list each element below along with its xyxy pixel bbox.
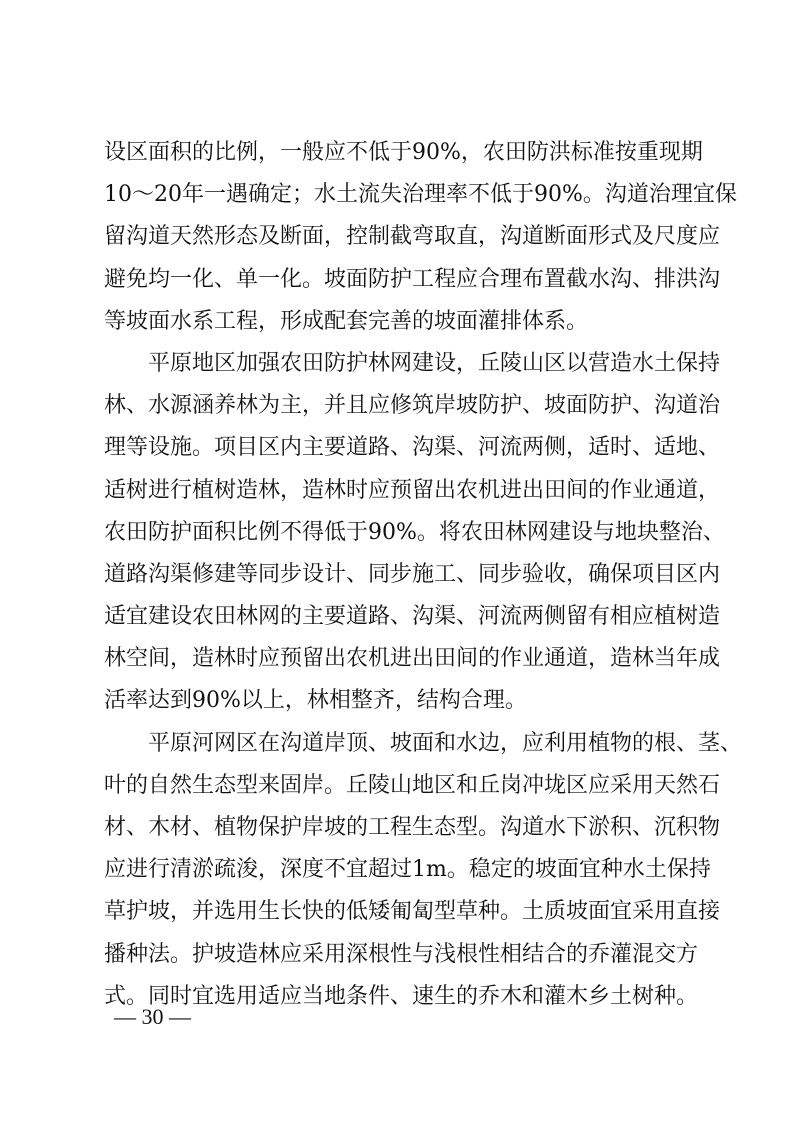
page-number: — 30 —	[114, 1004, 191, 1029]
text-line: 适树进行植树造林，造林时应预留出农机进出田间的作业通道，	[104, 477, 721, 503]
paragraph-start-line: 平原河网区在沟道岸顶、坡面和水边，应利用植物的根、茎、	[148, 730, 743, 756]
text-line: 播种法。护坡造林应采用深根性与浅根性相结合的乔灌混交方	[104, 941, 699, 967]
text-line: 林空间，造林时应预留出农机进出田间的作业通道，造林当年成	[104, 646, 721, 672]
text-line: 林、水源涵养林为主，并且应修筑岸坡防护、坡面防护、沟道治	[104, 393, 721, 419]
paragraph-start-line: 平原地区加强农田防护林网建设，丘陵山区以营造水土保持	[148, 350, 721, 376]
text-line: 叶的自然生态型来固岸。丘陵山地区和丘岗冲垅区应采用天然石	[104, 772, 721, 798]
text-line: 留沟道天然形态及断面，控制截弯取直，沟道断面形式及尺度应	[104, 224, 721, 250]
paragraph-end-line: 活率达到90%以上，林相整齐，结构合理。	[104, 688, 527, 714]
body-text	[104, 132, 743, 1018]
text-line: 应进行清淤疏浚，深度不宜超过1m。稳定的坡面宜种水土保持	[104, 857, 711, 883]
text-line: 设区面积的比例，一般应不低于90%，农田防洪标准按重现期	[104, 140, 703, 165]
paragraph-end-line: 等坡面水系工程，形成配套完善的坡面灌排体系。	[104, 308, 589, 334]
text-line: 避免均一化、单一化。坡面防护工程应合理布置截水沟、排洪沟	[104, 266, 721, 292]
text-line: 草护坡，并选用生长快的低矮匍匐型草种。土质坡面宜采用直接	[104, 899, 721, 925]
text-line: 适宜建设农田林网的主要道路、沟渠、河流两侧留有相应植树造	[104, 604, 721, 630]
text-line: 材、木材、植物保护岸坡的工程生态型。沟道水下淤积、沉积物	[104, 815, 721, 840]
text-line: 农田防护面积比例不得低于90%。将农田林网建设与地块整治、	[104, 519, 725, 545]
paragraph-end-line: 式。同时宜选用适应当地条件、速生的乔木和灌木乡土树种。	[104, 983, 699, 1009]
text-line: 理等设施。项目区内主要道路、沟渠、河流两侧，适时、适地、	[104, 435, 721, 461]
text-line: 10～20年一遇确定；水土流失治理率不低于90%。沟道治理宜保	[104, 182, 737, 208]
text-line: 道路沟渠修建等同步设计、同步施工、同步验收，确保项目区内	[104, 561, 721, 587]
